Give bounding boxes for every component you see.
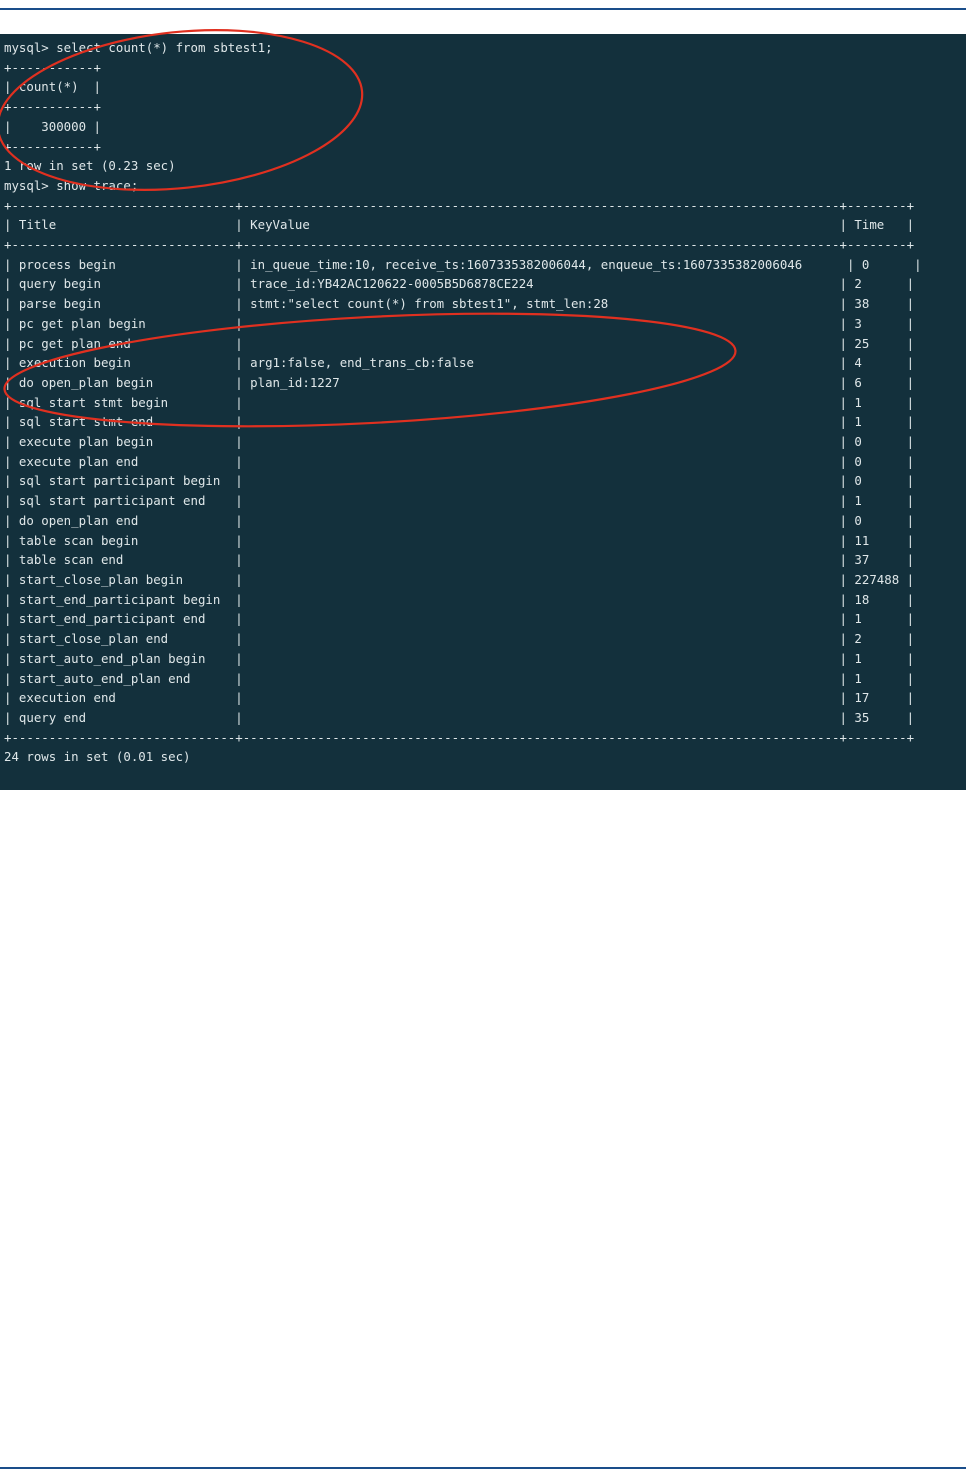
terminal-line: | table scan end | | 37 | [4, 552, 915, 568]
terminal-line: | start_end_participant begin | | 18 | [4, 591, 915, 607]
terminal-line: | sql start stmt begin | | 1 | [4, 394, 915, 410]
terminal-line: 24 rows in set (0.01 sec) [4, 749, 191, 765]
terminal-line: | 300000 | [4, 118, 101, 134]
terminal-line: +------------------------------+--------------------------------------------------------------------------------+--------+ [4, 237, 915, 253]
terminal-line: | execution end | | 17 | [4, 690, 915, 706]
terminal-line: | pc get plan begin | | 3 | [4, 315, 915, 331]
terminal-line: +-----------+ [4, 99, 101, 115]
terminal-line: +------------------------------+--------------------------------------------------------------------------------+--------+ [4, 197, 915, 213]
terminal-line: | do open_plan end | | 0 | [4, 512, 915, 528]
terminal-line: | process begin | in_queue_time:10, receive_ts:1607335382006044, enqueue_ts:1607335382006046 | 0 | [4, 256, 922, 272]
terminal-line: | execute plan begin | | 0 | [4, 434, 915, 450]
terminal-line: | query end | | 35 | [4, 709, 915, 725]
terminal-line: | sql start participant begin | | 0 | [4, 473, 915, 489]
terminal-line: | start_end_participant end | | 1 | [4, 611, 915, 627]
terminal-window[interactable] [0, 34, 966, 790]
terminal-line: | Title | KeyValue | Time | [4, 217, 915, 233]
terminal-line: | pc get plan end | | 25 | [4, 335, 915, 351]
top-divider [0, 8, 966, 10]
terminal-line: | sql start stmt end | | 1 | [4, 414, 915, 430]
terminal-line: mysql> show trace; [4, 177, 139, 193]
terminal-line: | start_auto_end_plan begin | | 1 | [4, 650, 915, 666]
terminal-line: | sql start participant end | | 1 | [4, 493, 915, 509]
terminal-line: | query begin | trace_id:YB42AC120622-0005B5D6878CE224 | 2 | [4, 276, 915, 292]
terminal-line: +------------------------------+--------------------------------------------------------------------------------+--------+ [4, 729, 915, 745]
terminal-line: | table scan begin | | 11 | [4, 532, 915, 548]
terminal-line: 1 row in set (0.23 sec) [4, 158, 176, 174]
terminal-output [0, 34, 966, 771]
terminal-line: | do open_plan begin | plan_id:1227 | 6 | [4, 374, 915, 390]
terminal-line: | execution begin | arg1:false, end_trans_cb:false | 4 | [4, 355, 915, 371]
terminal-line: | execute plan end | | 0 | [4, 453, 915, 469]
terminal-line: mysql> select count(*) from sbtest1; [4, 40, 273, 55]
terminal-line: | start_close_plan begin | | 227488 | [4, 571, 915, 587]
terminal-line: +-----------+ [4, 138, 101, 154]
terminal-line: +-----------+ [4, 59, 101, 75]
bottom-divider [0, 1467, 966, 1469]
terminal-line: | count(*) | [4, 79, 101, 95]
terminal-line: | parse begin | stmt:"select count(*) from sbtest1", stmt_len:28 | 38 | [4, 296, 915, 312]
terminal-line: | start_auto_end_plan end | | 1 | [4, 670, 915, 686]
terminal-line: | start_close_plan end | | 2 | [4, 631, 915, 647]
